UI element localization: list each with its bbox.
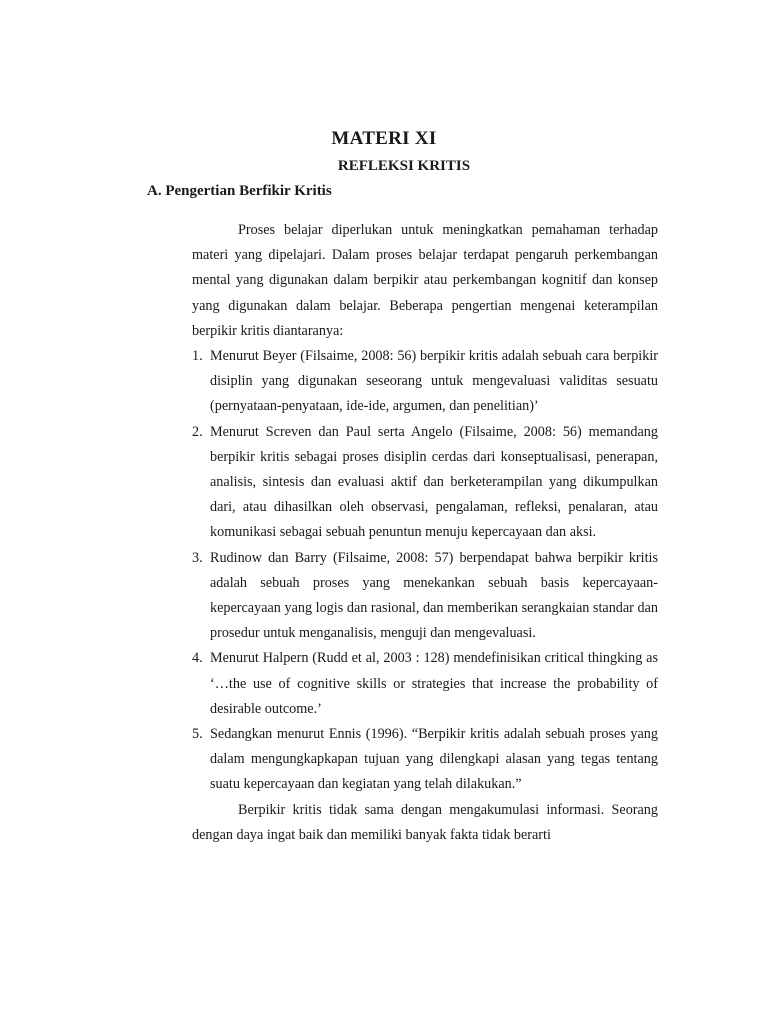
- list-item-number: 2.: [192, 423, 203, 440]
- definition-list: [192, 344, 658, 798]
- list-item-text: Menurut Halpern (Rudd et al, 2003 : 128) mendefinisikan critical thingking as ‘…the use of cognitive skills or strategies that increase the probability of desirable outcome.’: [210, 650, 658, 717]
- list-item-number: 3.: [192, 549, 203, 566]
- list-item-text: Sedangkan menurut Ennis (1996). “Berpikir kritis adalah sebuah proses yang dalam mengungkapkapan tujuan yang dilengkapi alasan yang tegas tentang suatu kepercayaan dan kegiatan yang telah dilakukan.”: [210, 726, 658, 793]
- list-item: [192, 646, 658, 722]
- list-item-text: Menurut Screven dan Paul serta Angelo (Filsaime, 2008: 56) memandang berpikir kritis sebagai proses disiplin cerdas dari konseptualisasi, penerapan, analisis, sintesis dan evaluasi aktif dan berketerampilan yang dikumpulkan dari, atau dihasilkan oleh observasi, pengalaman, refleksi, penalaran, atau komunikasi sebagai sebuah penuntun menuju kepercayaan dan aksi.: [210, 423, 658, 541]
- document-subtitle: REFLEKSI KRITIS: [337, 158, 471, 174]
- list-item: [192, 420, 658, 546]
- section-heading: A. Pengertian Berfikir Kritis: [147, 183, 332, 199]
- list-item-text: Menurut Beyer (Filsaime, 2008: 56) berpikir kritis adalah sebuah cara berpikir disiplin yang digunakan seseorang untuk mengevaluasi validitas sesuatu (pernyataan-penyataan, ide-ide, argumen, dan penelitian)’: [210, 348, 658, 415]
- document-body: [192, 218, 658, 848]
- list-item: [192, 344, 658, 420]
- closing-paragraph: Berpikir kritis tidak sama dengan mengakumulasi informasi. Seorang dengan daya ingat baik dan memiliki banyak fakta tidak berarti: [192, 801, 658, 843]
- list-item-number: 1.: [192, 348, 203, 365]
- list-item: [192, 722, 658, 798]
- list-item: [192, 546, 658, 647]
- list-item-number: 4.: [192, 650, 203, 667]
- list-item-number: 5.: [192, 726, 203, 743]
- intro-paragraph: Proses belajar diperlukan untuk meningkatkan pemahaman terhadap materi yang dipelajari. Dalam proses belajar terdapat pengaruh perkembangan mental yang digunakan dalam berpikir atau perkembangan kognitif dan konsep yang digunakan dalam belajar. Beberapa pengertian mengenai keterampilan berpikir kritis diantaranya:: [192, 222, 658, 339]
- list-item-text: Rudinow dan Barry (Filsaime, 2008: 57) berpendapat bahwa berpikir kritis adalah sebuah proses yang menekankan sebuah basis kepercayaan-kepercayaan yang logis dan rasional, dan memberikan serangkaian standar dan prosedur untuk menganalisis, menguji dan mengevaluasi.: [210, 549, 658, 642]
- document-title: MATERI XI: [331, 128, 437, 149]
